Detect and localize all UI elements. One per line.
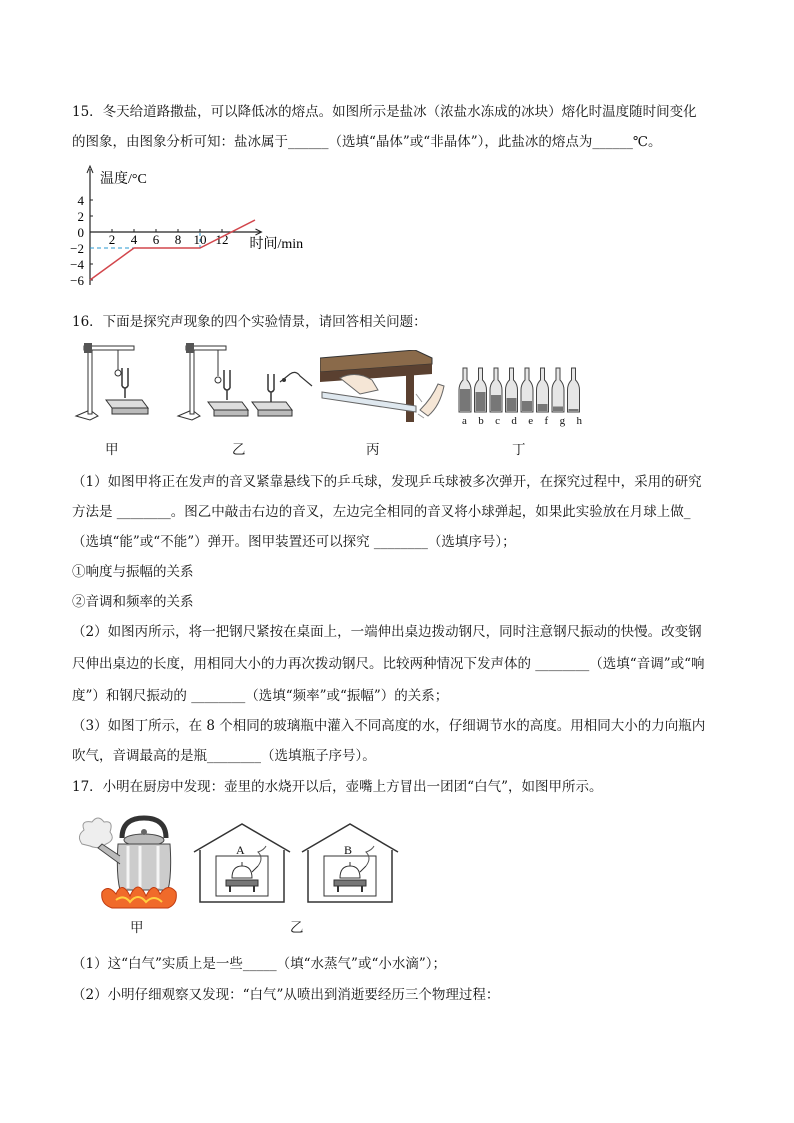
q16-option-2: ②音调和频率的关系 — [72, 594, 194, 610]
x-axis-label: 时间/min — [249, 237, 304, 252]
y-tick-label: −2 — [70, 241, 84, 256]
bottle-water — [476, 392, 486, 411]
q16-p3-line-2: 吹气，音调最高的是瓶________（选填瓶子序号）。 — [72, 748, 376, 764]
x-tick-label: 12 — [215, 232, 229, 247]
bottle-label-d: d — [511, 415, 517, 427]
q16-p2-line-3: 度”）和钢尺振动的 ________（选填“频率”或“振幅”）的关系； — [72, 688, 449, 704]
figure-jia-kettle-on-fire — [72, 814, 182, 914]
bottle-water — [522, 401, 532, 411]
q17-intro: 17．小明在厨房中发现：壶里的水烧开以后，壶嘴上方冒出一团团“白气”，如图甲所示。 — [72, 779, 603, 795]
bottle-water — [460, 389, 470, 411]
q15-line-1: 15．冬天给道路撒盐，可以降低冰的熔点。如图所示是盐冰（浓盐水冻成的冰块）熔化时温度随时间变化 — [72, 104, 697, 120]
bottle-water — [507, 398, 517, 411]
y-tick-label: 4 — [77, 193, 84, 208]
caption-yi-17: 乙 — [290, 920, 304, 936]
x-tick-label: 2 — [108, 232, 116, 247]
bottle-water — [553, 407, 563, 412]
caption-ding: 丁 — [512, 442, 526, 458]
x-tick-label: 4 — [130, 232, 138, 247]
q16-p1-line-3: （选填“能”或“不能”）弹开。图甲装置还可以探究 ________（选填序号）； — [72, 534, 516, 550]
bottle-label-h: h — [576, 415, 582, 427]
y-tick-label: −6 — [70, 273, 84, 288]
house-a-label: A — [236, 843, 245, 857]
caption-jia-17: 甲 — [130, 920, 144, 936]
q16-p2-line-2: 尺伸出桌边的长度，用相同大小的力再次拨动钢尺。比较两种情况下发声体的 ________（选填“音调”或“响 — [72, 656, 705, 672]
bottle-water — [491, 395, 501, 411]
y-tick-label: 0 — [77, 225, 84, 240]
house-b-label: B — [344, 843, 353, 857]
figure-yi-two-tuning-forks — [172, 340, 322, 425]
q16-intro: 16．下面是探究声现象的四个实验情景，请回答相关问题： — [72, 314, 427, 330]
x-tick-label: 6 — [152, 232, 160, 247]
caption-yi: 乙 — [232, 442, 246, 458]
q17-p1: （1）这“白气”实质上是一些_____（填“水蒸气”或“小水滴”）； — [72, 956, 446, 972]
bottle-label-a: a — [462, 415, 467, 427]
x-tick-label: 8 — [174, 232, 182, 247]
melting-graph — [60, 163, 330, 295]
y-axis-label: 温度/°C — [100, 172, 147, 187]
bottle-labels — [462, 415, 582, 427]
q17-p2: （2）小明仔细观察又发现：“白气”从喷出到消逝要经历三个物理过程： — [72, 987, 500, 1003]
y-tick-label: 2 — [77, 209, 84, 224]
bottle — [552, 368, 564, 412]
figure-bing-ruler-on-table — [320, 350, 450, 428]
caption-jia: 甲 — [105, 442, 119, 458]
q16-p2-line-1: （2）如图丙所示，将一把钢尺紧按在桌面上，一端伸出桌边拨动钢尺，同时注意钢尺振动的快慢。改变钢 — [72, 624, 702, 640]
bottle-label-f: f — [544, 415, 549, 427]
q16-p3-line-1: （3）如图丁所示，在 8 个相同的玻璃瓶中灌入不同高度的水，仔细调节水的高度。用相同大小的力向瓶内 — [72, 718, 706, 734]
bottle-label-b: b — [478, 415, 484, 427]
q16-p1-line-1: （1）如图甲将正在发声的音叉紧靠悬线下的乒乓球，发现乒乓球被多次弹开，在探究过程中，采用的研究 — [72, 474, 702, 490]
figure-jia-tuning-fork — [70, 340, 160, 425]
y-tick-label: −4 — [70, 257, 84, 272]
bottle-label-e: e — [528, 415, 534, 427]
figure-yi-house-a — [192, 822, 292, 904]
bottle — [568, 368, 580, 412]
bottle-label-c: c — [495, 415, 501, 427]
q16-option-1: ①响度与振幅的关系 — [72, 564, 194, 580]
q16-p1-line-2: 方法是 ________。图乙中敲击右边的音叉，左边完全相同的音叉将小球弹起，如果此实验放在月球上做_ — [72, 504, 691, 520]
caption-bing: 丙 — [366, 442, 380, 458]
bottle-label-g: g — [559, 415, 566, 427]
series-line-temperature — [90, 220, 255, 280]
figure-yi-house-b — [300, 822, 400, 904]
bottle-water — [569, 409, 579, 411]
bottle-water — [538, 404, 548, 411]
x-tick-label: 10 — [193, 232, 207, 247]
q15-line-2: 的图象，由图象分析可知：盐冰属于______（选填“晶体”或“非晶体”），此盐冰的熔点为______℃。 — [72, 134, 662, 150]
